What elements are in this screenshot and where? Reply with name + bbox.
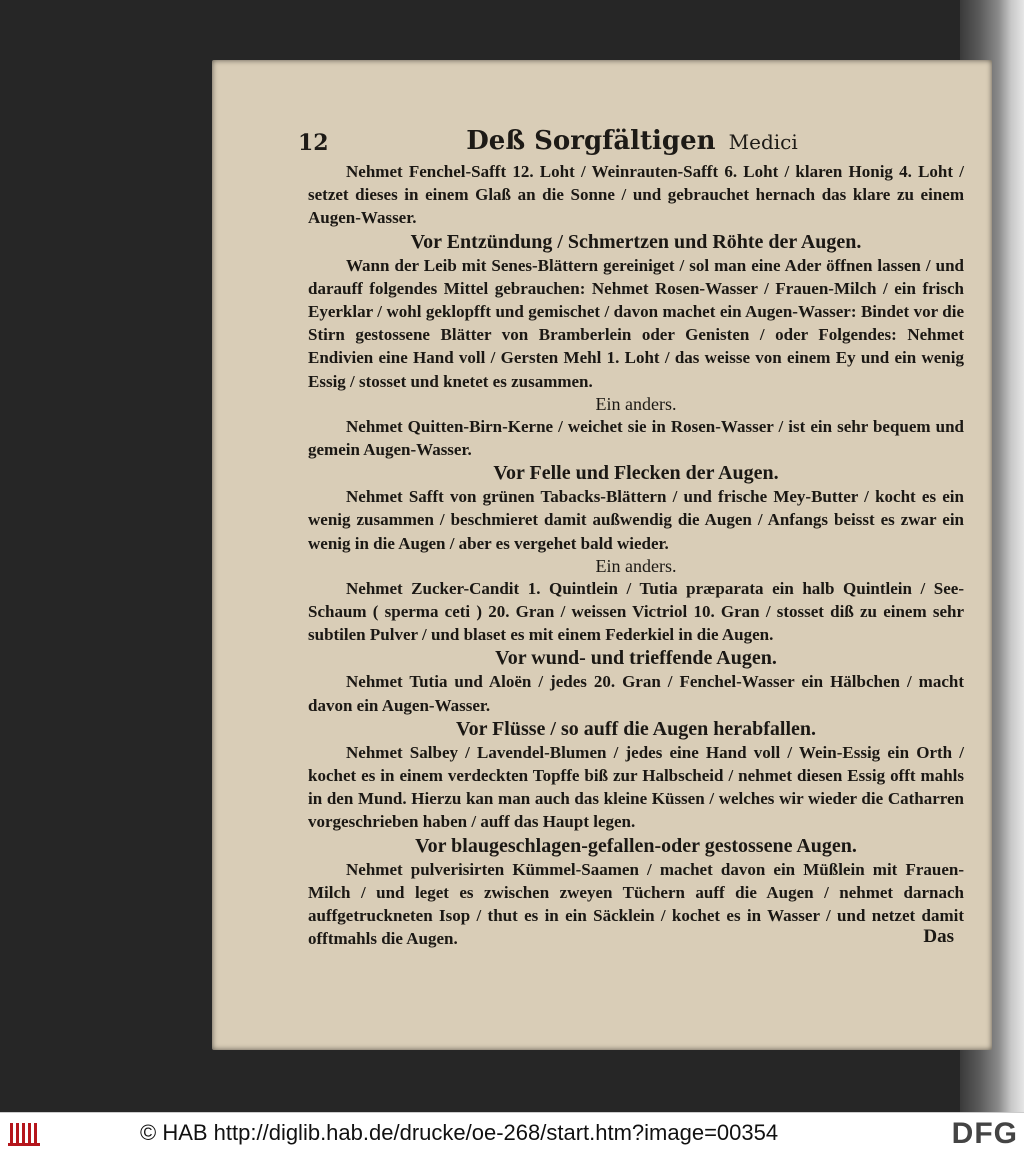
section-heading: Vor Felle und Flecken der Augen.	[493, 462, 779, 485]
section-heading: Ein anders.	[595, 393, 677, 414]
book-page	[212, 60, 992, 1050]
page-text	[308, 160, 964, 950]
paragraph: Nehmet Zucker-Candit 1. Quintlein / Tutia præparata ein halb Quintlein / See-Schaum ( sperma ceti ) 20. Gran / weissen Victriol 10. Gran / stosset diß zu einem sehr subtilen Pulver / und blaset es mit einem Federkiel in die Augen.	[308, 578, 964, 645]
running-title-latin: Medici	[728, 130, 798, 154]
paragraph: Nehmet Tutia und Aloën / jedes 20. Gran / Fenchel-Wasser ein Hälbchen / macht davon ein Augen-Wasser.	[308, 672, 964, 715]
running-title	[212, 126, 992, 156]
paragraph: Wann der Leib mit Senes-Blättern gereiniget / sol man eine Ader öffnen lassen / und darauff folgendes Mittel gebrauchen: Nehmet Rosen-Wasser / Frauen-Milch / ein frisch Eyerklar / wohl geklopfft und gemischet / davon machet ein Augen-Wasser: Bindet vor die Stirn gestossene Blätter von Bramberlein oder Genisten / oder Folgendes: Nehmet Endivien eine Hand voll / Gersten Mehl 1. Loht / das weisse von einem Ey und ein wenig Essig / stosset und knetet es zusammen.	[308, 255, 964, 391]
page-number: 12	[298, 130, 329, 156]
section-heading: Vor wund- und trieffende Augen.	[495, 647, 777, 670]
section-heading: Vor Flüsse / so auff die Augen herabfallen.	[455, 717, 817, 740]
paragraph: Nehmet Fenchel-Safft 12. Loht / Weinrauten-Safft 6. Loht / klaren Honig 4. Loht / setzet dieses in einem Glaß an die Sonne / und gebrauchet hernach das klare zu einem Augen-Wasser.	[308, 162, 964, 228]
section-heading: Ein anders.	[595, 555, 677, 576]
dfg-logo: DFG	[951, 1117, 1018, 1150]
paragraph: Nehmet pulverisirten Kümmel-Saamen / machet davon ein Müßlein mit Frauen-Milch / und leget es zwischen zweyen Tüchern auff die Augen / nehmet darnach auffgetruckneten Isop / thut es in ein Säcklein / kochet es in Wasser / und netzet damit offtmahls die Augen.	[308, 859, 964, 949]
paragraph: Nehmet Salbey / Lavendel-Blumen / jedes eine Hand voll / Wein-Essig ein Orth / kochet es in einem verdeckten Topffe biß zur Halbscheid / nehmet diesen Essig offt mahls in den Mund. Hierzu kan man auch das kleine Küssen / welches wir wieder die Catharren vorgeschrieben haben / auff das Haupt legen.	[308, 742, 964, 832]
section-heading: Vor Entzündung / Schmertzen und Röhte der Augen.	[410, 230, 862, 253]
paragraph: Nehmet Safft von grünen Tabacks-Blättern / und frische Mey-Butter / kocht es ein wenig zusammen / beschmieret damit außwendig die Augen / Anfangs beisst es zwar ein wenig in die Augen / aber es vergehet bald wieder.	[308, 487, 964, 553]
catchword: Das	[923, 926, 954, 947]
footer-copyright-link[interactable]: © HAB http://diglib.hab.de/drucke/oe-268/start.htm?image=00354	[140, 1120, 779, 1145]
hab-logo-icon	[8, 1119, 44, 1147]
paragraph: Nehmet Quitten-Birn-Kerne / weichet sie in Rosen-Wasser / ist ein sehr bequem und gemein Augen-Wasser.	[308, 416, 964, 460]
running-title-main: Deß Sorgfältigen	[466, 126, 716, 156]
section-heading: Vor blaugeschlagen-gefallen-oder gestossene Augen.	[415, 834, 857, 857]
footer-bar	[0, 1112, 1024, 1153]
